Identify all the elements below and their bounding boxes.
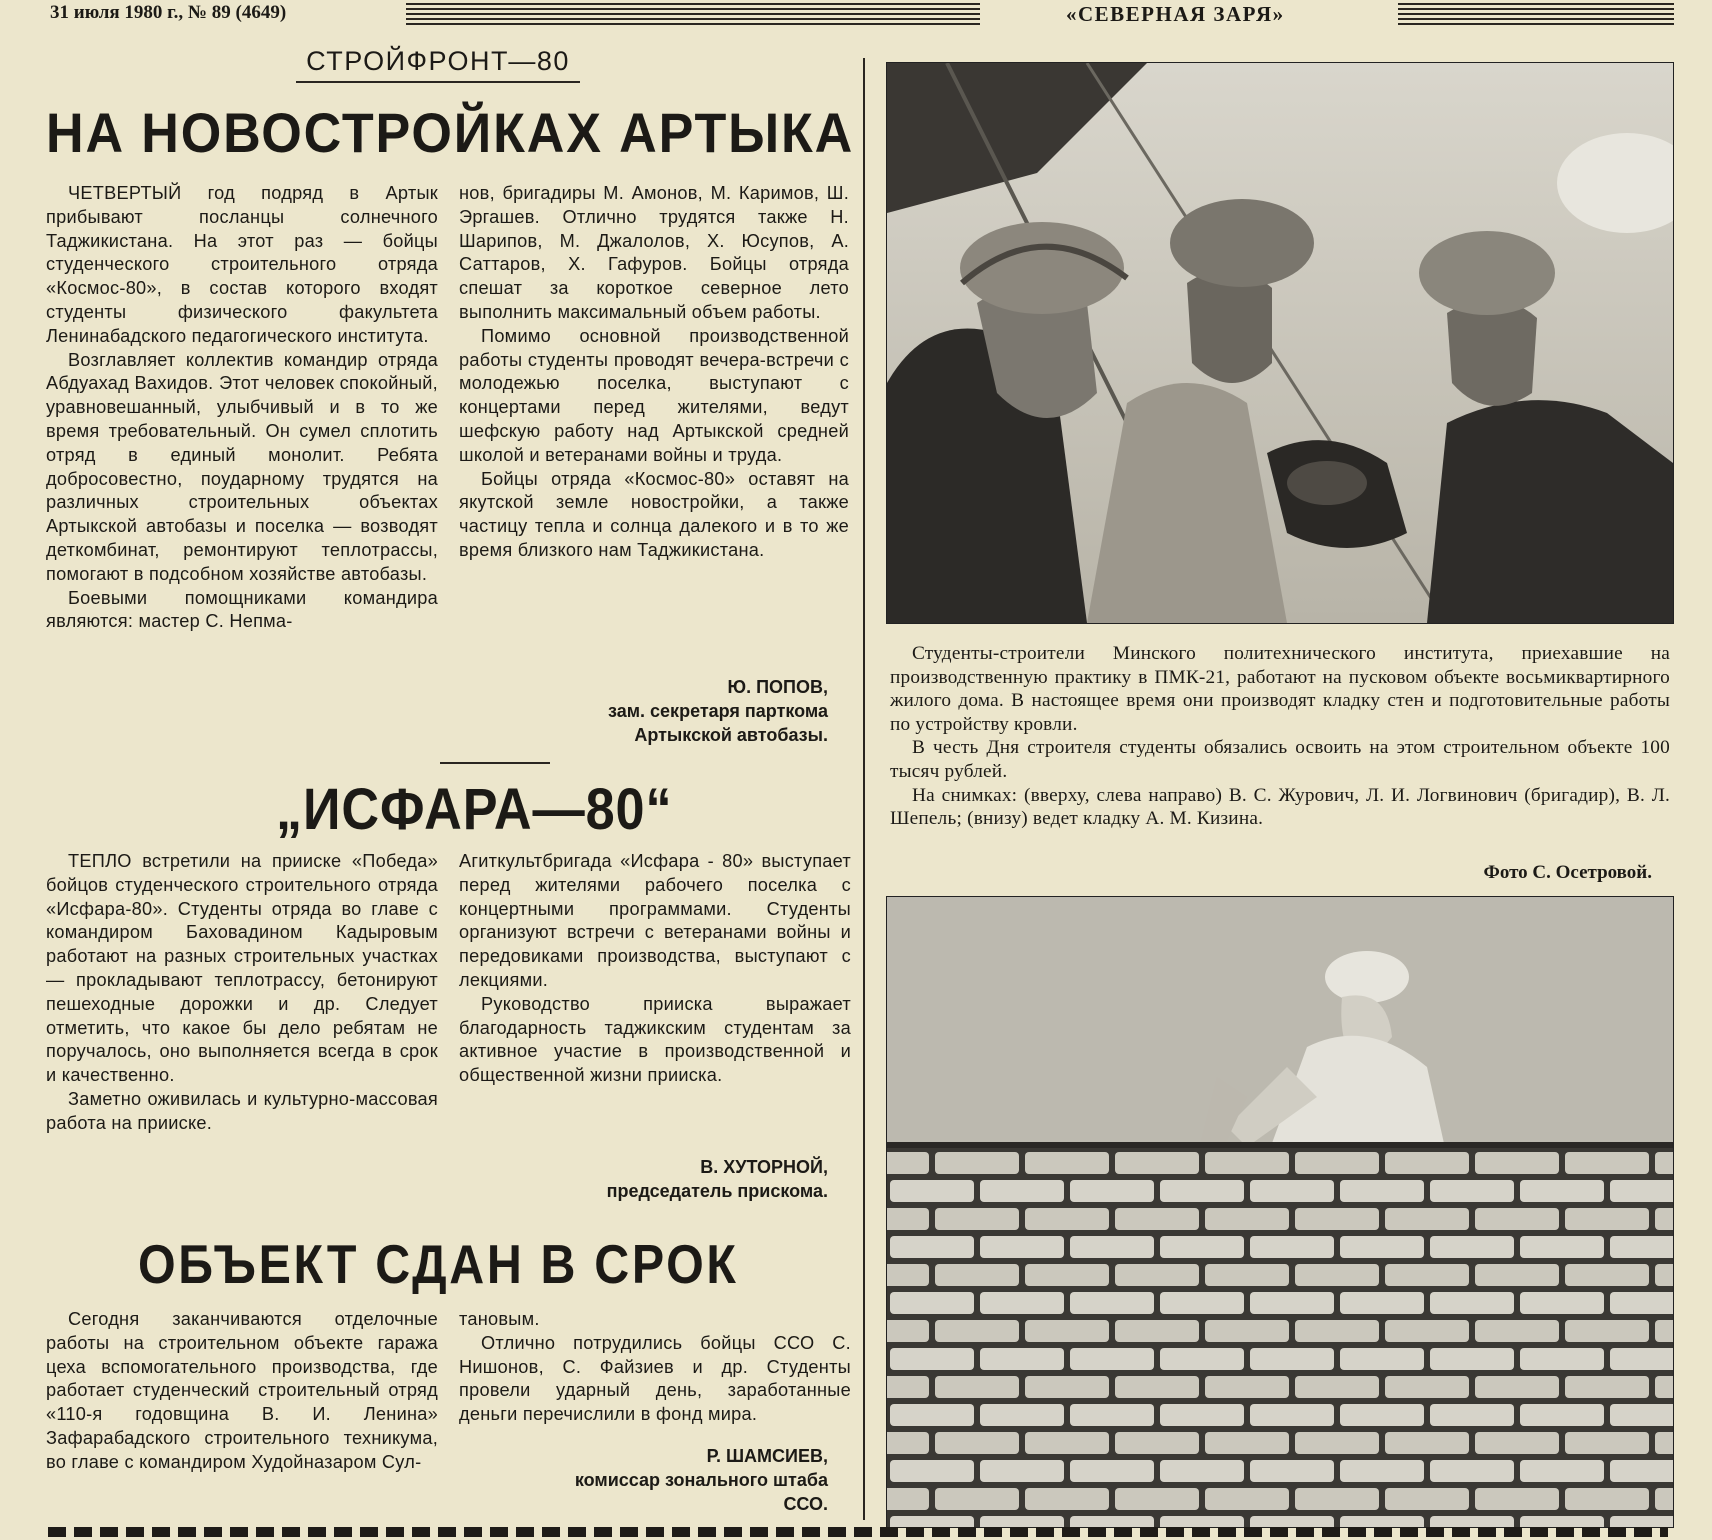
article3-column-2 <box>459 1308 851 1427</box>
article2-headline: „ИСФАРА—80“ <box>276 777 673 842</box>
newspaper-name: «СЕВЕРНАЯ ЗАРЯ» <box>1066 2 1285 26</box>
author-org: Артыкской автобазы. <box>634 724 828 745</box>
paragraph: Боевыми помощниками командира являются: мастер С. Непма- <box>46 587 438 632</box>
paragraph: ЧЕТВЕРТЫЙ год подряд в Артык прибывают посланцы солнечного Таджикистана. На этот раз — бойцы студенческого строительного отряда «Космос-80», в состав которого входят студенты физического факультета Ленинабадского педагогического института. <box>46 183 438 346</box>
bottom-photo-bricklayer <box>886 896 1674 1528</box>
article2-signature <box>607 1156 828 1204</box>
page-bottom-rule <box>48 1527 1668 1537</box>
paragraph: Заметно оживилась и культурно-массовая работа на прииске. <box>46 1088 438 1133</box>
article1-column-1 <box>46 182 438 634</box>
caption-paragraph: В честь Дня строителя студенты обязались освоить на этом строительном объекте 100 тысяч рублей. <box>890 737 1670 782</box>
article1-headline: НА НОВОСТРОЙКАХ АРТЫКА <box>46 101 855 164</box>
photo-credit: Фото С. Осетровой. <box>1483 862 1652 883</box>
article3-headline: ОБЪЕКТ СДАН В СРОК <box>138 1233 739 1295</box>
top-photo-image <box>887 63 1673 623</box>
paragraph: ТЕПЛО встретили на прииске «Победа» бойцов студенческого строительного отряда «Исфара-80». Студенты отряда во главе с командиром Баховадином Кадыровым работают на разных строительных участках — прокладывают теплотрассу, бетонируют пешеходные дорожки и др. Следует отметить, что какое бы дело ребятам не поручалось, оно выполняется всегда в срок и качественно. <box>46 851 438 1086</box>
paragraph: Агиткультбригада «Исфара - 80» выступает перед жителями рабочего поселка с концертными программами. Студенты организуют встречи с ветеранами войны и передовиками производства, выступают с лекциями. <box>459 851 851 990</box>
article3-column-1 <box>46 1308 438 1475</box>
paragraph: тановым. <box>459 1309 540 1329</box>
author-org: ССО. <box>783 1493 828 1514</box>
paragraph: нов, бригадиры М. Амонов, М. Каримов, Ш. Эргашев. Отлично трудятся также Н. Шарипов, М. Джалолов, Х. Юсупов, А. Саттаров, Х. Гафуров. Бойцы отряда спешат за короткое северное лето выполнить максимальный объем работы. <box>459 183 849 322</box>
masthead-rule-right <box>1398 3 1674 25</box>
bottom-photo-image <box>887 897 1673 1527</box>
author-title: председатель прискома. <box>606 1180 828 1201</box>
author-title: зам. секретаря парткома <box>608 700 828 721</box>
section-rubric: СТРОЙФРОНТ—80 <box>296 46 580 83</box>
paragraph: Бойцы отряда «Космос-80» оставят на якутской земле новостройки, а также частицу тепла и солнца далекого и в то же время близкого нам Таджикистана. <box>459 468 849 560</box>
issue-date: 31 июля 1980 г., № 89 (4649) <box>50 2 287 23</box>
photo-caption <box>890 642 1670 831</box>
author-name: Ю. ПОПОВ, <box>727 677 828 697</box>
author-name: В. ХУТОРНОЙ, <box>700 1157 828 1177</box>
column-divider <box>863 58 865 1520</box>
caption-paragraph: Студенты-строители Минского политехнического института, приехавшие на производственную практику в ПМК-21, работают на пусковом объекте восьмиквартирного жилого дома. В настоящее время они производят кладку стен и подготовительные работы по устройству кровли. <box>890 643 1670 735</box>
article2-column-1 <box>46 850 438 1136</box>
masthead-rule-left <box>406 3 980 25</box>
article3-signature <box>575 1445 828 1516</box>
article-separator <box>440 762 550 764</box>
paragraph: Возглавляет коллектив командир отряда Абдуахад Вахидов. Этот человек спокойный, уравновешанный, улыбчивый и в то же время требовательный. Он сумел сплотить отряд в единый монолит. Ребята добросовестно, поударному трудятся на различных строительных объектах Артыкской автобазы и поселка — возводят деткомбинат, ремонтируют теплотрассы, помогают в подсобном хозяйстве автобазы. <box>46 349 438 584</box>
author-name: Р. ШАМСИЕВ, <box>706 1446 828 1466</box>
paragraph: Помимо основной производственной работы студенты проводят вечера-встречи с молодежью поселка, выступают с концертами перед жителями, ведут шефскую работу над Артыкской средней школой и ветеранами войны и труда. <box>459 325 849 465</box>
paragraph: Сегодня заканчиваются отделочные работы на строительном объекте гаража цеха вспомогательного производства, где работает студенческий строительный отряд «110-я годовщина В. И. Ленина» Зафарабадского строительного техникума, во главе с командиром Худойназаром Сул- <box>46 1309 438 1472</box>
caption-paragraph: На снимках: (вверху, слева направо) В. С. Журович, Л. И. Логвинович (бригадир), В. Л. Шепель; (внизу) ведет кладку А. М. Кизина. <box>890 784 1670 830</box>
paragraph: Руководство прииска выражает благодарность таджикским студентам за активное участие в производственной и общественной жизни прииска. <box>459 993 851 1086</box>
article1-signature <box>608 676 828 747</box>
article2-column-2 <box>459 850 851 1088</box>
paragraph: Отлично потрудились бойцы ССО С. Нишонов, С. Файзиев и др. Студенты провели ударный день, заработанные деньги перечислили в фонд мира. <box>459 1332 851 1425</box>
article1-column-2 <box>459 182 849 563</box>
top-photo-students <box>886 62 1674 624</box>
author-title: комиссар зонального штаба <box>574 1469 828 1490</box>
